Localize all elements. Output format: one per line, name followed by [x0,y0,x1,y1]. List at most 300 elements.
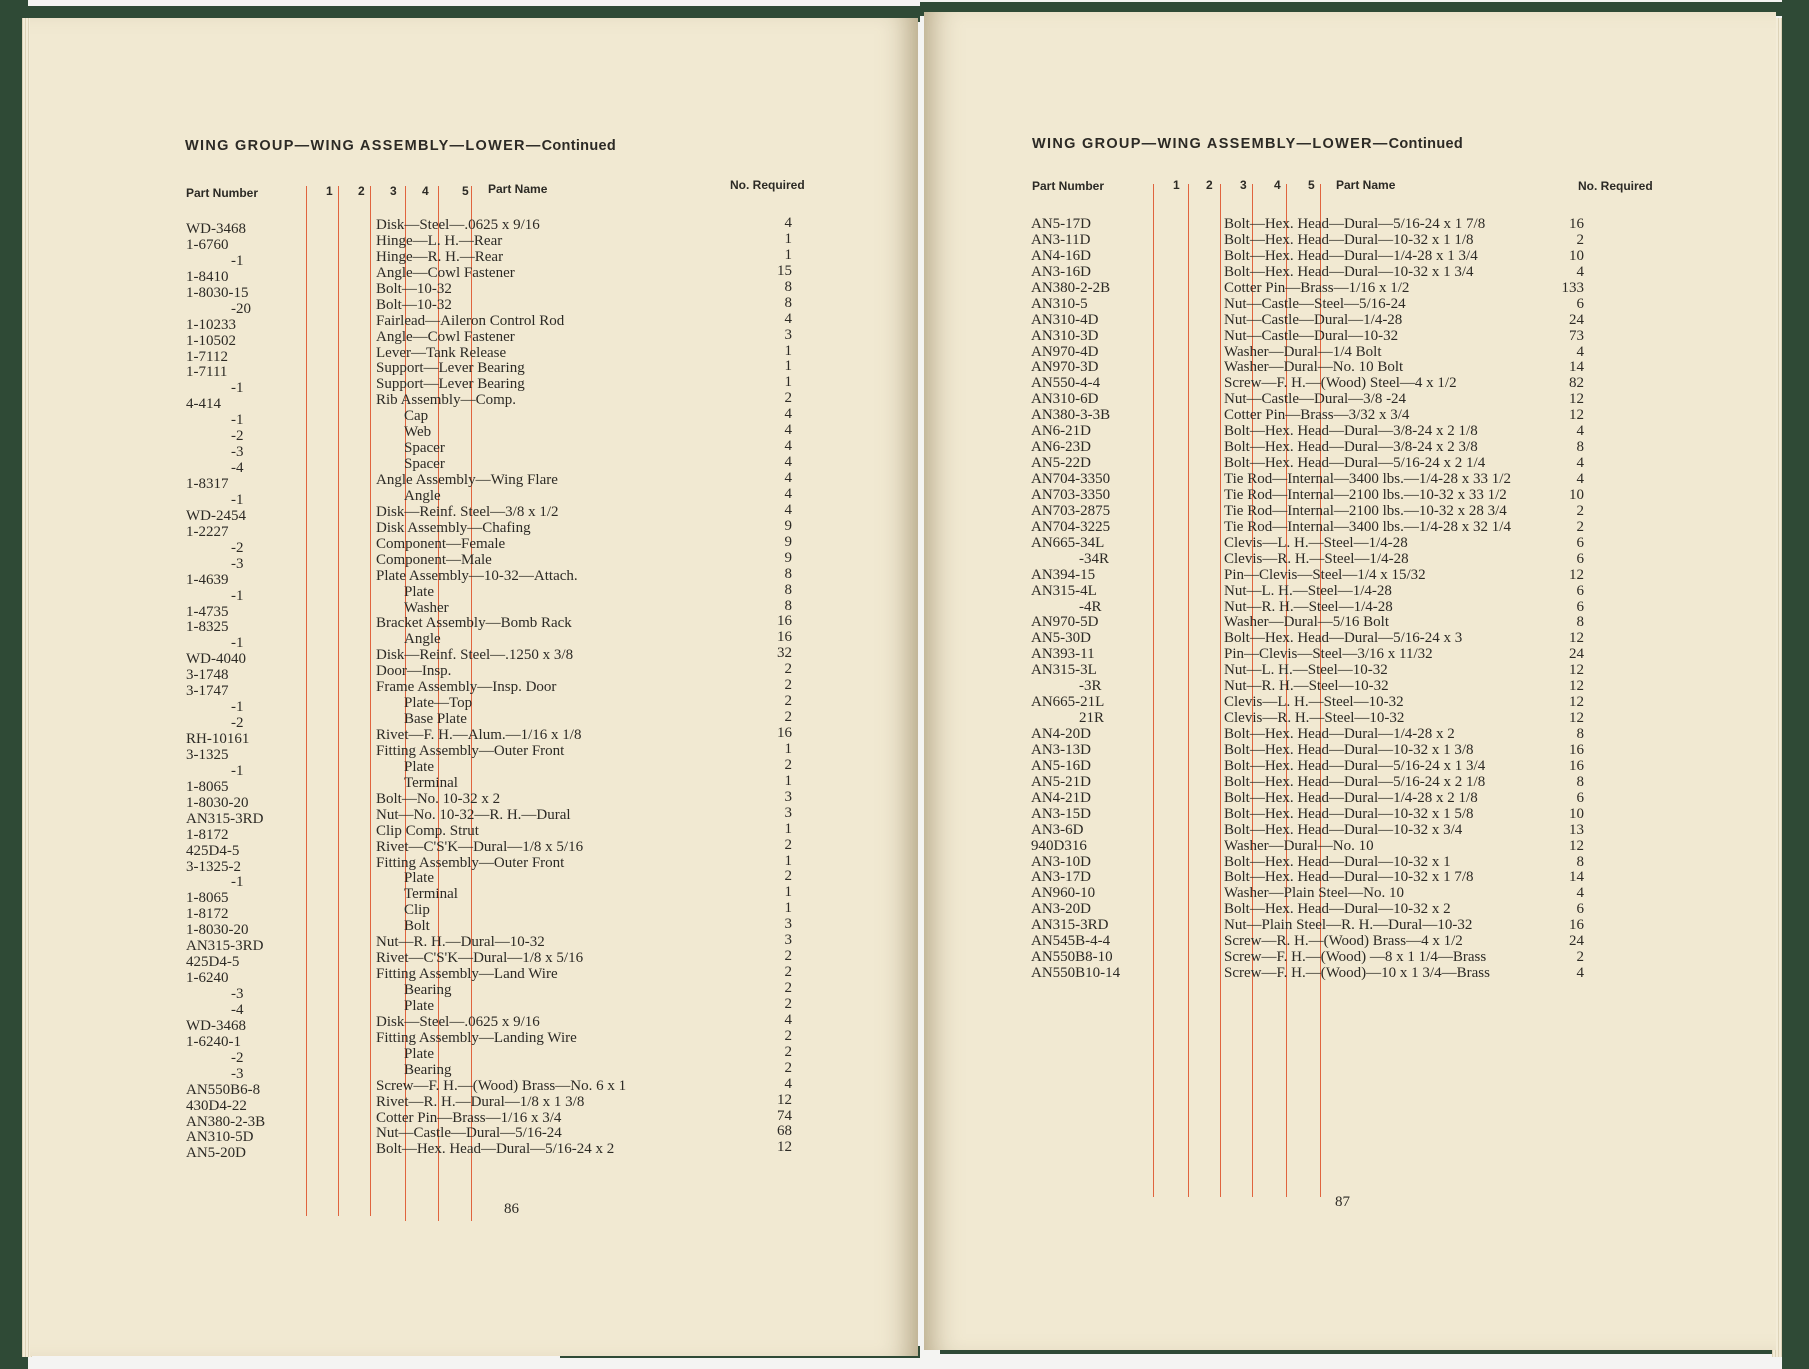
quantity-cell: 4 [784,454,792,471]
part-number-cell: AN5-20D [186,1145,246,1162]
quantity-cell: 3 [784,932,792,949]
quantity-cell: 74 [777,1107,792,1124]
quantity-cell: 1 [784,342,792,359]
quantity-cell: 12 [1569,407,1584,424]
quantity-cell: 14 [1569,869,1584,886]
part-name-cell: Bolt—Hex. Head—Dural—3/8-24 x 2 1/8 [1224,423,1478,440]
part-name-cell: Bolt—Hex. Head—Dural—1/4-28 x 2 [1224,726,1455,742]
part-name-cell: Nut—No. 10-32—R. H.—Dural [376,806,571,823]
part-name-cell: Bolt—No. 10-32 x 2 [376,790,501,807]
quantity-cell: 4 [1576,455,1584,472]
part-name-cell: Web [404,424,432,441]
quantity-cell: 6 [1576,582,1584,599]
part-number-cell: AN3-17D [1031,869,1091,886]
part-name-cell: Component—Female [376,535,506,552]
part-name-cell: Nut—L. H.—Steel—10-32 [1224,662,1388,679]
part-name-cell: Fairlead—Aileron Control Rod [376,312,565,329]
part-number-cell: AN5-22D [1031,455,1091,472]
part-number-cell: AN310-4D [1031,311,1099,328]
part-number-cell: -2 [231,428,244,445]
part-name-cell: Screw—R. H.—(Wood) Brass—4 x 1/2 [1224,933,1463,950]
quantity-cell: 6 [1576,550,1584,567]
part-number-cell: WD-2454 [186,507,246,524]
quantity-cell: 2 [784,836,792,853]
quantity-cell: 12 [777,1139,792,1156]
quantity-cell: 4 [784,1011,792,1028]
part-number-cell: AN960-10 [1031,885,1096,902]
part-number-cell: 3-1748 [186,667,229,684]
part-number-cell: 1-4639 [186,571,229,588]
part-name-cell: Clip Comp. Strut [376,822,479,839]
quantity-cell: 8 [1576,853,1584,870]
part-number-cell: AN310-5D [186,1129,254,1146]
part-name-cell: Nut—R. H.—Dural—10-32 [376,934,545,951]
quantity-cell: 4 [784,215,792,231]
part-number-cell: -4 [231,460,244,477]
part-name-cell: Fitting Assembly—Land Wire [376,966,558,983]
part-name-cell: Angle [404,487,441,504]
part-number-cell: -2 [231,715,244,732]
quantity-cell: 2 [1576,518,1584,535]
quantity-cell: 16 [777,613,792,630]
part-number-cell: AN3-6D [1031,821,1084,838]
header-col-4: 4 [1274,178,1281,192]
quantity-cell: 82 [1569,375,1584,392]
quantity-cell: 6 [1576,789,1584,806]
quantity-cell: 2 [784,948,792,965]
part-number-cell: -3 [231,444,244,461]
quantity-cell: 12 [1569,662,1584,679]
column-rule [306,186,307,1216]
book-cover-right [1782,0,1809,1369]
quantity-cell: 4 [784,310,792,327]
part-name-cell: Base Plate [404,711,467,728]
part-name-cell: Bolt—Hex. Head—Dural—5/16-24 x 2 [376,1141,615,1158]
part-number-cell: 940D316 [1031,837,1087,854]
part-name-cell: Nut—Plain Steel—R. H.—Dural—10-32 [1224,917,1473,934]
part-number-cell: -1 [231,412,244,429]
part-number-cell: -1 [231,874,244,891]
part-number-cell: AN550B10-14 [1031,965,1121,982]
quantity-cell: 2 [1576,949,1584,966]
part-name-cell: Spacer [404,440,445,457]
part-name-cell: Clevis—R. H.—Steel—1/4-28 [1224,550,1409,567]
quantity-cell: 32 [777,645,792,662]
part-number-cell: AN6-21D [1031,423,1091,440]
part-number-cell: WD-3468 [186,1017,246,1034]
part-number-cell: AN3-13D [1031,741,1091,758]
header-col-3: 3 [390,184,397,198]
part-name-cell: Washer [404,599,449,616]
column-rule [338,186,339,1216]
part-name-cell: Terminal [404,886,458,903]
quantity-cell: 1 [784,852,792,869]
part-name-cell: Plate [404,583,434,600]
quantity-cell: 14 [1569,359,1584,376]
part-number-cell: -1 [231,699,244,716]
header-no-required: No. Required [730,178,805,192]
part-name-cell: Tie Rod—Internal—2100 lbs.—10-32 x 28 3/4 [1224,502,1507,519]
part-name-cell: Bearing [404,982,452,998]
quantity-cell: 2 [784,390,792,407]
quantity-cell: 2 [784,693,792,710]
part-name-cell: Support—Lever Bearing [376,376,525,393]
part-number-cell: -3 [231,1065,244,1082]
part-number-cell: RH-10161 [186,731,250,747]
quantity-cell: 10 [1569,247,1584,264]
part-number-cell: 3-1325 [186,746,229,763]
quantity-cell: 6 [1576,534,1584,551]
column-rule [370,186,371,1216]
part-number-cell: 1-6240 [186,970,229,987]
quantity-cell: 133 [1561,279,1584,296]
part-number-cell: -1 [231,635,244,652]
part-name-cell: Nut—R. H.—Steel—10-32 [1224,678,1389,695]
quantity-cell: 68 [777,1123,792,1140]
part-number-cell: AN6-23D [1031,439,1091,456]
quantity-cell: 4 [1576,343,1584,360]
part-number-cell: -3R [1079,678,1102,695]
part-number-cell: AN5-21D [1031,773,1091,790]
part-name-cell: Plate—Top [404,695,473,712]
quantity-cell: 8 [784,581,792,598]
column-rule [1188,184,1189,1197]
part-name-cell: Washer—Plain Steel—No. 10 [1224,885,1405,902]
part-number-cell: -2 [231,1049,244,1066]
part-name-cell: Support—Lever Bearing [376,360,525,377]
part-name-cell: Cotter Pin—Brass—1/16 x 3/4 [376,1109,562,1126]
quantity-cell: 13 [1569,821,1584,838]
quantity-cell: 24 [1569,311,1584,328]
quantity-cell: 2 [1576,502,1584,519]
quantity-column [1524,217,1584,982]
quantity-cell: 2 [784,1059,792,1076]
quantity-cell: 12 [1569,837,1584,854]
part-number-cell: AN3-11D [1031,231,1091,248]
part-name-cell: Nut—L. H.—Steel—1/4-28 [1224,582,1392,599]
quantity-cell: 12 [1569,694,1584,711]
part-number-cell: AN550-4-4 [1031,375,1101,392]
part-name-cell: Bolt—Hex. Head—Dural—10-32 x 1 1/8 [1224,231,1474,248]
part-name-cell: Plate [404,997,434,1014]
part-number-cell: AN703-3350 [1031,486,1111,503]
part-name-cell: Plate [404,870,434,887]
page-heading: WING GROUP—WING ASSEMBLY—LOWER—Continued [185,138,617,154]
quantity-cell: 9 [784,533,792,550]
part-name-cell: Bolt—Hex. Head—Dural—10-32 x 2 [1224,901,1451,918]
part-number-cell: 21R [1079,710,1105,727]
part-name-cell: Bolt—Hex. Head—Dural—5/16-24 x 2 1/8 [1224,773,1486,790]
quantity-cell: 4 [1576,263,1584,280]
part-name-cell: Hinge—R. H.—Rear [376,248,504,265]
header-col-3: 3 [1240,178,1247,192]
part-name-cell: Disk—Steel—.0625 x 9/16 [376,217,540,233]
part-number-cell: -4R [1079,598,1102,615]
quantity-cell: 16 [777,725,792,741]
header-col-2: 2 [358,184,365,198]
part-number-cell: AN970-4D [1031,343,1099,360]
part-name-cell: Pin—Clevis—Steel—3/16 x 11/32 [1224,646,1433,663]
quantity-cell: 2 [784,677,792,694]
quantity-cell: 2 [784,995,792,1012]
quantity-cell: 16 [777,629,792,646]
quantity-cell: 24 [1569,933,1584,950]
part-name-cell: Washer—Dural—1/4 Bolt [1224,343,1382,360]
part-name-cell: Bolt—Hex. Head—Dural—10-32 x 1 7/8 [1224,869,1474,886]
part-name-cell: Plate [404,758,434,775]
part-number-cell: AN315-3RD [186,938,264,955]
quantity-cell: 4 [784,406,792,423]
part-name-cell: Disk Assembly—Chafing [376,519,531,536]
part-name-cell: Bolt—Hex. Head—Dural—10-32 x 1 3/4 [1224,263,1474,280]
part-number-cell: -1 [231,491,244,508]
quantity-cell: 1 [784,884,792,901]
part-name-cell: Cotter Pin—Brass—1/16 x 1/2 [1224,279,1410,296]
part-number-cell: AN3-20D [1031,901,1091,918]
header-col-1: 1 [326,184,333,198]
quantity-cell: 2 [784,1027,792,1044]
quantity-cell: 12 [777,1091,792,1108]
quantity-cell: 6 [1576,598,1584,615]
part-number-cell: -34R [1079,550,1109,567]
part-number-cell: 1-8317 [186,476,229,492]
left-page [30,18,918,1356]
header-part-name: Part Name [488,182,548,196]
column-rule [1153,184,1154,1197]
quantity-cell: 8 [1576,614,1584,631]
part-name-cell: Nut—Castle—Dural—5/16-24 [376,1125,562,1142]
part-name-cell: Pin—Clevis—Steel—1/4 x 15/32 [1224,566,1426,583]
part-number-cell: 1-8172 [186,826,229,843]
part-number-cell: 430D4-22 [186,1097,247,1114]
part-number-cell: AN315-4L [1031,582,1097,599]
part-number-cell: AN3-15D [1031,805,1091,822]
part-number-cell: -1 [231,380,244,397]
part-number-cell: -3 [231,986,244,1002]
quantity-cell: 2 [784,661,792,678]
quantity-cell: 4 [784,438,792,455]
part-number-cell: 1-8065 [186,890,229,907]
part-number-cell: AN550B6-8 [186,1081,261,1098]
part-number-cell: 1-10502 [186,332,236,349]
header-col-5: 5 [1308,178,1315,192]
quantity-cell: 4 [784,501,792,518]
quantity-cell: 1 [784,900,792,917]
quantity-cell: 1 [784,740,792,757]
part-number-cell: 1-8030-20 [186,922,249,939]
quantity-cell: 10 [1569,805,1584,822]
part-name-cell: Cap [404,408,429,425]
quantity-cell: 2 [784,964,792,981]
part-number-cell: 1-8410 [186,268,229,285]
header-col-5: 5 [462,184,469,198]
part-number-cell: 4-414 [186,396,221,413]
header-no-required: No. Required [1578,179,1653,193]
header-part-number: Part Number [186,186,259,200]
part-name-cell: Fitting Assembly—Outer Front [376,742,565,759]
quantity-cell: 2 [784,980,792,996]
part-number-cell: AN393-11 [1031,646,1095,663]
part-number-cell: AN310-6D [1031,391,1099,408]
quantity-cell: 8 [1576,773,1584,790]
part-name-cell: Rivet—R. H.—Dural—1/8 x 1 3/8 [376,1093,585,1110]
part-number-cell: -3 [231,555,244,572]
quantity-cell: 2 [784,756,792,773]
part-number-cell: AN315-3RD [186,810,264,827]
quantity-cell: 15 [777,262,792,279]
part-name-cell: Screw—F. H.—(Wood)—10 x 1 3/4—Brass [1224,965,1490,982]
quantity-cell: 1 [784,772,792,789]
part-number-cell: 1-8065 [186,778,229,795]
right-page [924,12,1776,1350]
part-name-cell: Angle [404,631,441,648]
header-part-name: Part Name [1336,178,1396,192]
quantity-cell: 12 [1569,678,1584,695]
part-name-cell: Plate Assembly—10-32—Attach. [376,567,578,584]
part-number-cell: -4 [231,1001,244,1018]
part-name-cell: Angle—Cowl Fastener [376,328,515,345]
part-name-cell: Clip [404,902,430,919]
part-name-cell: Door—Insp. [376,663,452,680]
part-name-cell: Washer—Dural—5/16 Bolt [1224,614,1390,631]
part-name-cell: Fitting Assembly—Outer Front [376,854,565,871]
part-number-cell: 1-2227 [186,523,229,540]
part-name-cell: Nut—Castle—Dural—1/4-28 [1224,311,1403,328]
part-number-cell: AN380-3-3B [1031,407,1111,424]
part-number-cell: AN4-16D [1031,247,1091,264]
quantity-cell: 9 [784,549,792,566]
quantity-cell: 2 [1576,231,1584,248]
part-name-cell: Terminal [404,774,458,791]
part-name-cell: Nut—R. H.—Steel—1/4-28 [1224,598,1393,615]
part-number-cell: AN3-16D [1031,263,1091,280]
part-name-cell: Angle Assembly—Wing Flare [376,472,558,488]
part-name-cell: Disk—Reinf. Steel—.1250 x 3/8 [376,647,574,664]
quantity-cell: 4 [1576,471,1584,487]
quantity-cell: 12 [1569,630,1584,647]
header-part-number: Part Number [1032,179,1105,193]
quantity-cell: 73 [1569,327,1584,344]
column-rule [1220,184,1221,1197]
part-name-cell: Tie Rod—Internal—2100 lbs.—10-32 x 33 1/2 [1224,486,1507,503]
part-name-cell: Bolt—Hex. Head—Dural—10-32 x 1 3/8 [1224,741,1474,758]
part-name-cell: Lever—Tank Release [376,344,507,361]
part-number-cell: 1-7111 [186,364,228,381]
part-name-cell: Bolt—10-32 [376,280,452,297]
part-number-cell: AN380-2-2B [1031,279,1111,296]
part-name-cell: Spacer [404,456,445,473]
part-number-cell: -1 [231,587,244,604]
part-name-column [376,218,766,1158]
part-name-cell: Tie Rod—Internal—3400 lbs.—1/4-28 x 32 1/4 [1224,518,1511,535]
part-name-cell: Nut—Castle—Dural—3/8 -24 [1224,391,1407,408]
quantity-cell: 4 [1576,423,1584,440]
part-number-cell: AN310-3D [1031,327,1099,344]
part-name-cell: Fitting Assembly—Landing Wire [376,1029,577,1046]
quantity-cell: 8 [1576,439,1584,456]
quantity-cell: 4 [784,422,792,439]
part-number-cell: AN665-21L [1031,694,1105,711]
part-number-column [1031,217,1151,982]
part-number-cell: AN704-3225 [1031,518,1111,535]
part-number-cell: 1-7112 [186,348,228,365]
part-number-cell: 1-6240-1 [186,1033,241,1050]
part-number-cell: 1-8030-15 [186,284,249,301]
part-name-cell: Bolt—Hex. Head—Dural—5/16-24 x 2 1/4 [1224,455,1486,472]
part-name-cell: Component—Male [376,551,492,568]
part-number-cell: AN315-3RD [1031,917,1109,934]
part-number-cell: 1-8172 [186,906,229,923]
quantity-cell: 3 [784,788,792,805]
part-name-cell: Bolt—Hex. Head—Dural—10-32 x 1 [1224,853,1451,870]
part-number-column [186,222,306,1162]
part-number-cell: AN394-15 [1031,566,1096,583]
part-name-cell: Rib Assembly—Comp. [376,392,517,409]
part-name-cell: Nut—Castle—Steel—5/16-24 [1224,295,1406,312]
part-name-cell: Washer—Dural—No. 10 Bolt [1224,359,1404,376]
quantity-cell: 16 [1569,917,1584,934]
header-col-1: 1 [1173,178,1180,192]
header-col-4: 4 [422,184,429,198]
part-name-cell: Screw—F. H.—(Wood) Steel—4 x 1/2 [1224,375,1457,392]
part-name-cell: Bolt [404,918,430,935]
part-name-cell: Tie Rod—Internal—3400 lbs.—1/4-28 x 33 1/2 [1224,471,1511,487]
part-name-cell: Angle—Cowl Fastener [376,264,515,281]
part-name-cell: Rivet—F. H.—Alum.—1/16 x 1/8 [376,727,582,743]
part-number-cell: AN703-2875 [1031,502,1111,519]
part-name-cell: Bolt—Hex. Head—Dural—1/4-28 x 2 1/8 [1224,789,1478,806]
part-number-cell: AN310-5 [1031,295,1088,312]
part-number-cell: 1-10233 [186,316,236,333]
part-number-cell: 1-6760 [186,236,229,253]
part-number-cell: AN550B8-10 [1031,949,1113,966]
quantity-cell: 1 [784,820,792,837]
quantity-cell: 3 [784,326,792,343]
quantity-cell: 4 [784,485,792,502]
quantity-cell: 4 [784,470,792,486]
header-col-2: 2 [1206,178,1213,192]
part-name-cell: Washer—Dural—No. 10 [1224,837,1374,854]
part-name-cell: Bearing [404,1061,452,1078]
quantity-cell: 10 [1569,486,1584,503]
part-name-cell: Cotter Pin—Brass—3/32 x 3/4 [1224,407,1410,424]
page-number: 86 [504,1201,519,1217]
quantity-cell: 8 [784,294,792,311]
page-heading: WING GROUP—WING ASSEMBLY—LOWER—Continued [1032,136,1464,152]
page-number: 87 [1335,1194,1350,1210]
part-number-cell: AN315-3L [1031,662,1097,679]
quantity-cell: 6 [1576,295,1584,312]
quantity-cell: 24 [1569,646,1584,663]
part-name-cell: Hinge—L. H.—Rear [376,232,503,249]
part-number-cell: AN4-20D [1031,726,1091,742]
part-number-cell: 3-1325-2 [186,858,241,875]
part-number-cell: AN5-30D [1031,630,1091,647]
part-number-cell: AN970-5D [1031,614,1099,631]
quantity-cell: 1 [784,230,792,247]
part-name-cell: Clevis—L. H.—Steel—10-32 [1224,694,1404,711]
quantity-cell: 12 [1569,710,1584,727]
quantity-cell: 8 [784,278,792,295]
part-number-cell: 425D4-5 [186,954,240,971]
quantity-cell: 8 [784,565,792,582]
part-number-cell: 3-1747 [186,683,229,700]
part-name-cell: Bolt—Hex. Head—Dural—5/16-24 x 3 [1224,630,1463,647]
part-number-cell: AN970-3D [1031,359,1099,376]
part-number-cell: -1 [231,252,244,269]
part-number-cell: 1-4735 [186,603,229,620]
part-name-cell: Bolt—10-32 [376,296,452,313]
